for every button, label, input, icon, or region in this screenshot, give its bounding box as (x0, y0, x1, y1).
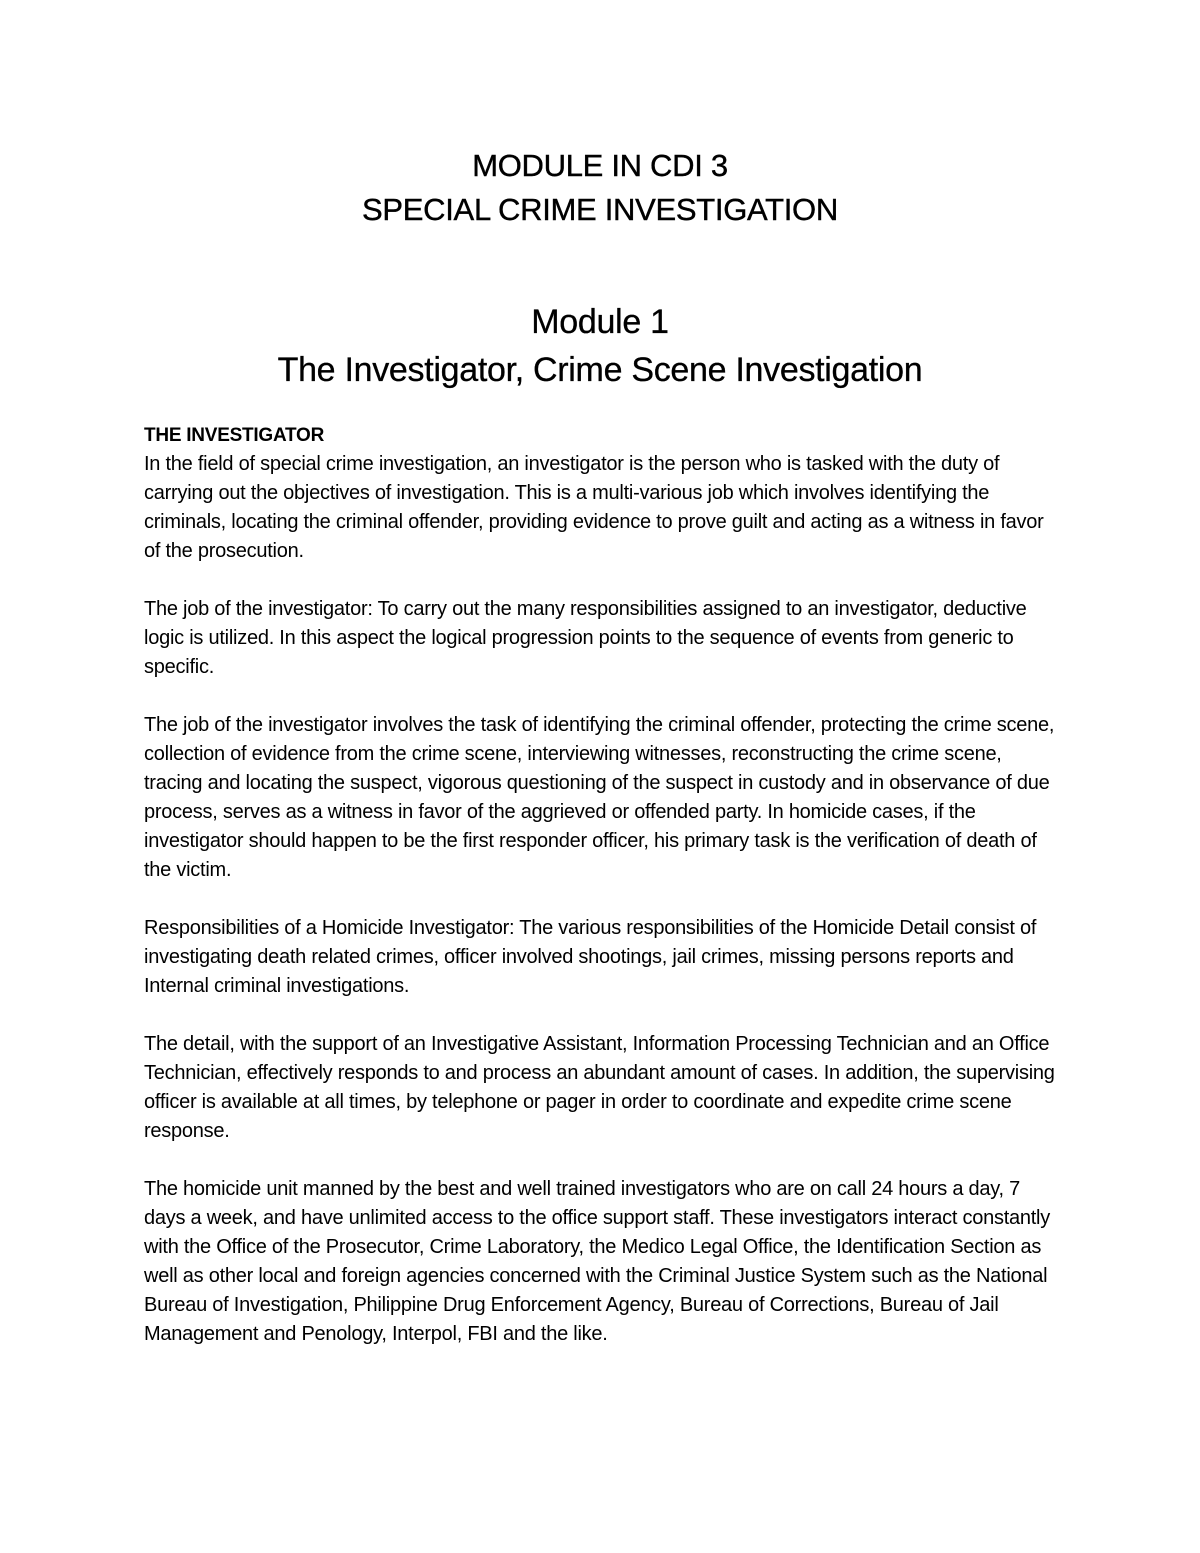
document-body (144, 421, 1064, 1378)
paragraph-4: Responsibilities of a Homicide Investigator: The various responsibilities of the Homicide Detail consist of investigating death related crimes, officer involved shootings, jail crimes, missing persons reports and Internal criminal investigations. (144, 917, 1037, 997)
module-number: Module 1 (531, 303, 669, 341)
document-title-line-2: SPECIAL CRIME INVESTIGATION (362, 192, 838, 227)
section-heading: THE INVESTIGATOR (144, 425, 325, 446)
module-title-block (0, 298, 1200, 394)
paragraph-3: The job of the investigator involves the task of identifying the criminal offender, protecting the crime scene, collection of evidence from the crime scene, interviewing witnesses, reconstructing the crime scene, tracing and locating the suspect, vigorous questioning of the suspect in custody and in observance of due process, serves as a witness in favor of the aggrieved or offended party. In homicide cases, if the investigator should happen to be the first responder officer, his primary task is the verification of death of the victim. (144, 714, 1055, 881)
document-title-line-1: MODULE IN CDI 3 (472, 148, 728, 183)
paragraph-2: The job of the investigator: To carry out the many responsibilities assigned to an investigator, deductive logic is utilized. In this aspect the logical progression points to the sequence of events from generic to specific. (144, 598, 1027, 678)
paragraph-5: The detail, with the support of an Investigative Assistant, Information Processing Technician and an Office Technician, effectively responds to and process an abundant amount of cases. In addition, the supervising officer is available at all times, by telephone or pager in order to coordinate and expedite crime scene response. (144, 1033, 1055, 1142)
paragraph-6: The homicide unit manned by the best and well trained investigators who are on call 24 hours a day, 7 days a week, and have unlimited access to the office support staff. These investigators interact constantly with the Office of the Prosecutor, Crime Laboratory, the Medico Legal Office, the Identification Section as well as other local and foreign agencies concerned with the Criminal Justice System such as the National Bureau of Investigation, Philippine Drug Enforcement Agency, Bureau of Corrections, Bureau of Jail Management and Penology, Interpol, FBI and the like. (144, 1178, 1050, 1345)
module-title: The Investigator, Crime Scene Investigation (277, 351, 923, 389)
document-title-block (0, 144, 1200, 232)
paragraph-1: In the field of special crime investigation, an investigator is the person who is tasked with the duty of carrying out the objectives of investigation. This is a multi-various job which involves identifying the criminals, locating the criminal offender, providing evidence to prove guilt and acting as a witness in favor of the prosecution. (144, 453, 1044, 562)
